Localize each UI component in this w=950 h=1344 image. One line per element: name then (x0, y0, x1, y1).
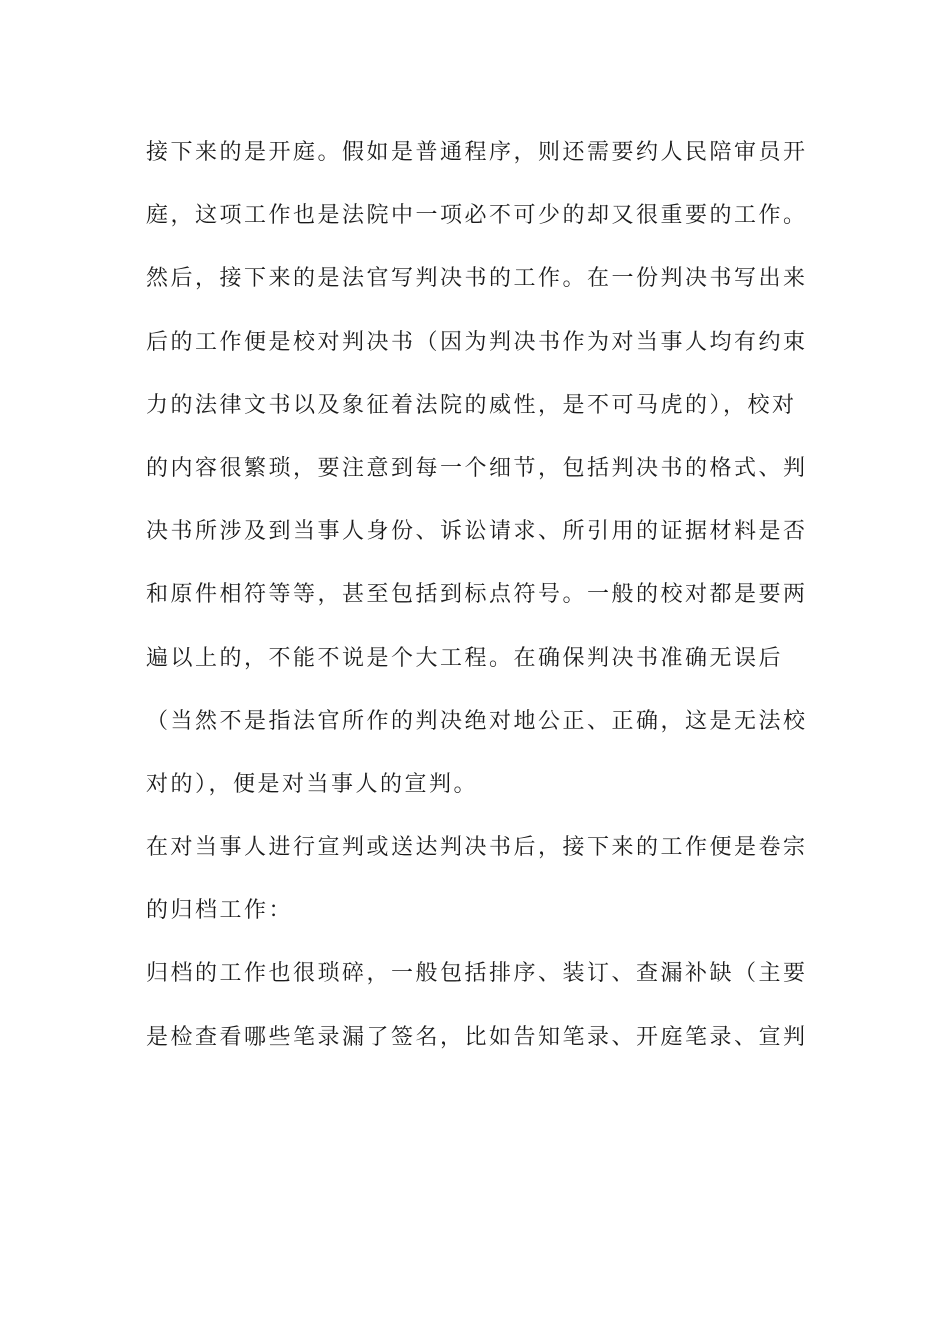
text-line: 决书所涉及到当事人身份、诉讼请求、所引用的证据材料是否 (146, 519, 808, 545)
text-line: 力的法律文书以及象征着法院的威性，是不可马虎的），校对 (146, 392, 797, 418)
text-line: 遍以上的，不能不说是个大工程。在确保判决书准确无误后 (146, 645, 784, 671)
text-line: 对的），便是对当事人的宣判。 (146, 771, 479, 797)
text-line: 接下来的是开庭。假如是普通程序，则还需要约人民陪审员开 (146, 140, 808, 165)
document-body (146, 132, 806, 1080)
text-line: 是检查看哪些笔录漏了签名，比如告知笔录、开庭笔录、宣判 (146, 1024, 808, 1050)
text-line: 的归档工作： (146, 898, 294, 924)
text-line: 在对当事人进行宣判或送达判决书后，接下来的工作便是卷宗 (146, 835, 808, 861)
text-line: 后的工作便是校对判决书（因为判决书作为对当事人均有约束 (146, 329, 808, 355)
text-line: （当然不是指法官所作的判决绝对地公正、正确，这是无法校 (146, 708, 808, 734)
text-line: 归档的工作也很琐碎，一般包括排序、装订、查漏补缺（主要 (146, 961, 808, 987)
text-line: 庭，这项工作也是法院中一项必不可少的却又很重要的工作。 (146, 203, 808, 229)
text-line: 的内容很繁琐，要注意到每一个细节，包括判决书的格式、判 (146, 455, 808, 481)
text-line: 然后，接下来的是法官写判决书的工作。在一份判决书写出来 (146, 266, 808, 292)
text-line: 和原件相符等等，甚至包括到标点符号。一般的校对都是要两 (146, 582, 808, 608)
